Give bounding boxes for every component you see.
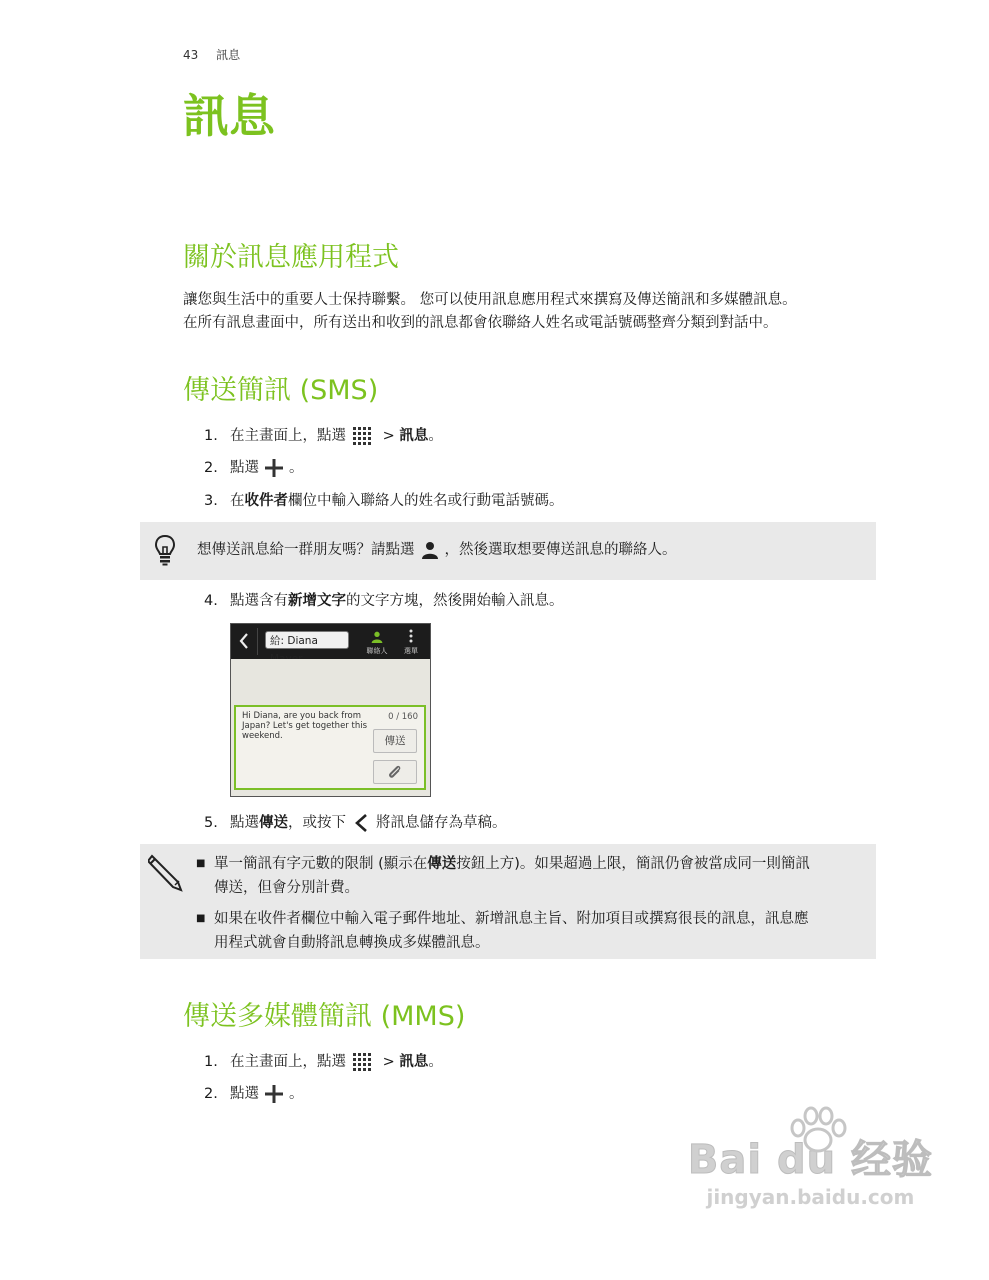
step-text: 。 [428, 1054, 443, 1070]
step-text: 。 [289, 460, 304, 476]
conversation-area [231, 659, 430, 796]
step-number: 4. [204, 593, 218, 609]
recipient-field[interactable]: 給: Diana [265, 631, 349, 649]
mms-step-2 [204, 1084, 304, 1104]
chapter-title: 訊息 [183, 89, 275, 143]
step-number: 5. [204, 815, 218, 831]
menu-label: 選單 [404, 647, 418, 655]
step-number: 2. [204, 460, 218, 476]
section-title-about: 關於訊息應用程式 [183, 242, 399, 273]
mms-step-1 [204, 1052, 443, 1072]
send-button[interactable]: 傳送 [373, 729, 417, 753]
step-text: 在主畫面上，點選 [230, 1054, 346, 1070]
step-text: 將訊息儲存為草稿。 [376, 815, 507, 831]
note-text: 單一簡訊有字元數的限制 (顯示在 [214, 856, 428, 872]
step-text: > [378, 428, 400, 444]
sms-step-2 [204, 458, 304, 478]
compose-screenshot [230, 623, 431, 797]
note-bold-text: 傳送 [427, 856, 457, 872]
message-compose-box[interactable] [234, 705, 426, 790]
step-text: ，或按下 [288, 815, 346, 831]
tip-text-post: ，然後選取想要傳送訊息的聯絡人。 [444, 542, 677, 558]
compose-toolbar [231, 624, 430, 659]
step-bold-text: 訊息 [399, 428, 429, 444]
baidu-watermark [688, 1128, 933, 1209]
attach-button[interactable] [373, 760, 417, 784]
people-icon [371, 631, 383, 643]
tip-box [140, 522, 876, 580]
section-title-mms: 傳送多媒體簡訊 (MMS) [183, 1001, 466, 1032]
step-number: 1. [204, 1054, 218, 1070]
message-text[interactable]: Hi Diana, are you back from Japan? Let's get together this weekend. [242, 711, 368, 741]
step-number: 3. [204, 493, 218, 509]
step-number: 2. [204, 1086, 218, 1102]
sms-step-1 [204, 426, 443, 446]
people-button[interactable] [365, 628, 389, 656]
lightbulb-icon [154, 534, 176, 570]
note-bullet-1 [196, 852, 876, 900]
back-icon [352, 813, 370, 833]
plus-icon [265, 459, 283, 477]
running-chapter: 訊息 [216, 48, 241, 62]
note-text: 如果在收件者欄位中輸入電子郵件地址、新增訊息主旨、附加項目或撰寫很長的訊息，訊息應 [214, 911, 809, 927]
step-text: 。 [289, 1086, 304, 1102]
step-bold-text: 傳送 [259, 815, 288, 831]
pencil-icon [148, 852, 184, 896]
tip-text [197, 540, 677, 560]
about-line-2: 在所有訊息畫面中，所有送出和收到的訊息都會依聯絡人姓名或電話號碼整齊分類到對話中。 [183, 315, 778, 331]
menu-button[interactable] [399, 628, 423, 656]
step-text: 點選含有 [230, 593, 288, 609]
apps-grid-icon [352, 426, 372, 446]
sms-step-5 [204, 813, 507, 833]
back-arrow-icon[interactable] [239, 633, 249, 653]
people-label: 聯絡人 [366, 647, 388, 655]
step-text: 的文字方塊，然後開始輸入訊息。 [346, 593, 564, 609]
about-line-1: 讓您與生活中的重要人士保持聯繫。 您可以使用訊息應用程式來撰寫及傳送簡訊和多媒體訊息。 [183, 292, 797, 308]
running-header [183, 46, 254, 63]
watermark-url: jingyan.baidu.com [706, 1185, 915, 1209]
sms-step-4 [204, 591, 564, 611]
step-text: 點選 [230, 460, 259, 476]
note-box [140, 844, 876, 959]
paperclip-icon [387, 764, 403, 780]
note-text: 傳送，但會分別計費。 [214, 880, 359, 896]
page-number: 43 [183, 48, 199, 62]
step-number: 1. [204, 428, 218, 444]
watermark-brand: Bai du 经验 [687, 1137, 933, 1183]
bullet-marker-icon: ■ [196, 913, 206, 924]
note-text: 用程式就會自動將訊息轉換成多媒體訊息。 [214, 935, 490, 951]
overflow-menu-icon [409, 629, 413, 643]
step-bold-text: 訊息 [399, 1054, 429, 1070]
step-text: 。 [428, 428, 443, 444]
step-text: > [378, 1054, 400, 1070]
bullet-marker-icon: ■ [196, 858, 206, 869]
char-counter: 0 / 160 [388, 712, 418, 722]
note-bullet-2 [196, 907, 876, 955]
about-paragraph [183, 289, 883, 335]
person-icon [421, 541, 439, 559]
plus-icon [265, 1085, 283, 1103]
step-text: 點選 [230, 1086, 259, 1102]
step-bold-text: 收件者 [244, 493, 288, 509]
note-text: 按鈕上方)。如果超過上限，簡訊仍會被當成同一則簡訊 [456, 856, 810, 872]
sms-step-3 [204, 491, 564, 511]
paw-logo-icon [783, 1106, 853, 1156]
step-text: 欄位中輸入聯絡人的姓名或行動電話號碼。 [288, 493, 564, 509]
apps-grid-icon [352, 1052, 372, 1072]
step-bold-text: 新增文字 [288, 593, 346, 609]
section-title-sms: 傳送簡訊 (SMS) [183, 375, 379, 406]
step-text: 在 [230, 493, 245, 509]
step-text: 點選 [230, 815, 259, 831]
step-text: 在主畫面上，點選 [230, 428, 346, 444]
tip-text-pre: 想傳送訊息給一群朋友嗎？請點選 [197, 542, 415, 558]
